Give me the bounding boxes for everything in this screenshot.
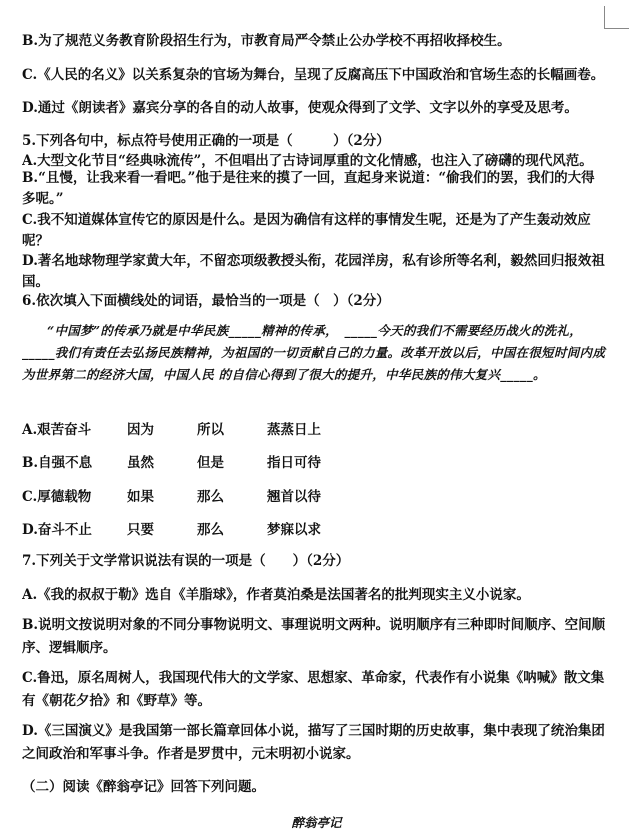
q6-option-a-word4: 蒸蒸日上 xyxy=(267,422,321,438)
q7-option-b: B.说明文按说明对象的不同分事物说明文、事理说明文两种。说明顺序有三种即时间顺序、空间顺序、逻辑顺序。 xyxy=(22,617,606,656)
q5-option-d: D.著名地球物理学家黄大年，不留恋项级教授头衔，花园洋房，私有诊所等名利，毅然回归报效祖国。 xyxy=(22,253,605,290)
q6-stem: 6.依次填入下面横线处的词语，最恰当的一项是（ ）（2分） xyxy=(22,293,390,309)
q6-option-c-word4: 翘首以待 xyxy=(267,489,321,505)
q6-option-d-word4: 梦寐以求 xyxy=(267,522,321,538)
q6-option-b-word4: 指日可待 xyxy=(267,455,321,471)
q4-option-c: C.《人民的名义》以关系复杂的官场为舞台，呈现了反腐高压下中国政治和官场生态的长幅画卷。 xyxy=(22,67,605,83)
q6-option-c-word2: 如果 xyxy=(127,489,154,505)
q6-option-a-label: A.艰苦奋斗 xyxy=(22,422,92,438)
q6-option-b-word3: 但是 xyxy=(197,455,224,471)
q6-option-c-label: C.厚德载物 xyxy=(22,489,92,505)
q6-option-d-word3: 那么 xyxy=(197,522,224,538)
q6-option-d-word2: 只要 xyxy=(127,522,154,538)
q7-stem: 7.下列关于文学常识说法有误的一项是（ ）（2分） xyxy=(22,553,350,569)
q6-option-a-word2: 因为 xyxy=(127,422,154,438)
q6-option-a-word3: 所以 xyxy=(197,422,224,438)
q6-option-b-word2: 虽然 xyxy=(127,455,154,471)
q5-stem: 5.下列各句中，标点符号使用正确的一项是（ ）（2分） xyxy=(22,133,390,149)
q5-option-b: B.“且慢，让我来看一看吧。”他于是往来的摸了一回，直起身来说道：“偷我们的罢，我们的大得多呢。” xyxy=(22,170,595,207)
q6-option-b-label: B.自强不息 xyxy=(22,455,93,471)
q4-option-b: B.为了规范义务教育阶段招生行为，市教育局严令禁止公办学校不再招收择校生。 xyxy=(22,33,511,49)
page-corner-mark xyxy=(604,6,629,29)
passage-title: 醉翁亭记 xyxy=(291,815,342,830)
q5-option-a: A.大型文化节目“经典咏流传”，不但唱出了古诗词厚重的文化情感，也注入了磅礴的现代风范。 xyxy=(22,153,593,169)
q7-option-d: D.《三国演义》是我国第一部长篇章回体小说，描写了三国时期的历史故事，集中表现了统治集团之间政治和军事斗争。作者是罗贯中，元末明初小说家。 xyxy=(22,723,605,762)
q5-option-c: C.我不知道媒体宣传它的原因是什么。是因为确信有这样的事情发生呢，还是为了产生轰动效应呢？ xyxy=(22,212,591,249)
section-2-heading: （二）阅读《醉翁亭记》回答下列问题。 xyxy=(22,779,265,795)
q6-option-d-label: D.奋斗不止 xyxy=(22,522,92,538)
q6-passage: “中国梦”的传承乃就是中华民族_____精神的传承， _____今天的我们不需要经历战火的洗礼，_____我们有责任去弘扬民族精神，为祖国的一切贡献自己的力量。改革开放以后，中国在很短时间内成为世界第二的经济大国，中国人民 的自信心得到了很大的提升，中华民族的伟大复兴_____。 xyxy=(22,323,606,382)
q6-option-c-word3: 那么 xyxy=(197,489,224,505)
q7-option-a: A.《我的叔叔于勒》选自《羊脂球》，作者莫泊桑是法国著名的批判现实主义小说家。 xyxy=(22,587,530,603)
q7-option-c: C.鲁迅，原名周树人，我国现代伟大的文学家、思想家、革命家，代表作有小说集《呐喊》散文集有《朝花夕拾》和《野草》等。 xyxy=(22,670,605,709)
q4-option-d: D.通过《朗读者》嘉宾分享的各自的动人故事，使观众得到了文学、文字以外的享受及思考。 xyxy=(22,100,578,116)
